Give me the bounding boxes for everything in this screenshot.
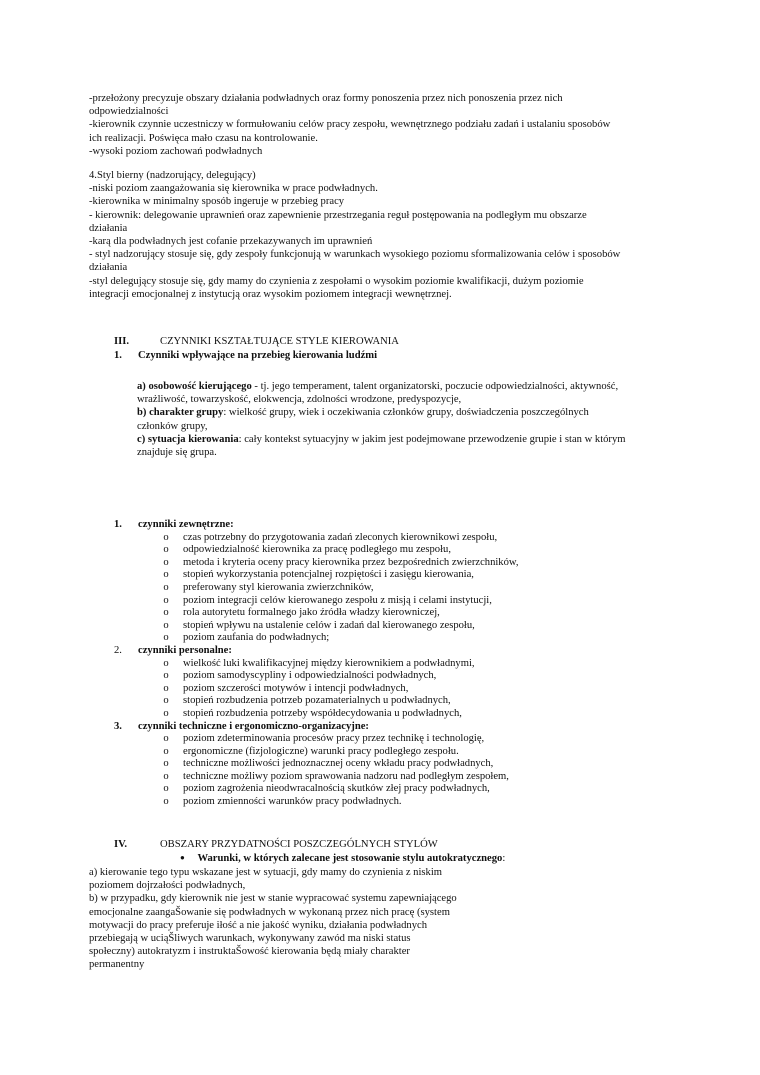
section-3-heading: [114, 335, 514, 349]
bullet-icon: o: [163, 544, 169, 556]
passive-style-paragraph: [89, 169, 620, 301]
autocratic-conditions-paragraph: [89, 866, 457, 972]
text-line: a) kierowanie tego typu wskazane jest w sytuacji, gdy mamy do czynienia z niskim: [89, 867, 443, 878]
text-line: -styl delegujący stosuje się, gdy mamy do czynienia z zespołami o wysokim poziomie kwalifikacji, dużym poziomie: [89, 275, 584, 287]
subsection-number: 1.: [114, 350, 122, 361]
bullet-icon: o: [163, 695, 169, 707]
bullet-icon: o: [163, 796, 169, 808]
list-item-text: stopień rozbudzenia potrzeby współdecydowania u podwładnych,: [183, 707, 462, 719]
factor-group-heading: [114, 644, 674, 657]
bullet-icon: o: [163, 733, 169, 745]
factor-a-line: [137, 380, 626, 393]
bullet-icon: o: [163, 531, 169, 543]
text-line: -niski poziom zaangażowania się kierownika w prace podwładnych.: [89, 183, 378, 195]
text-line: permanentny: [89, 959, 145, 971]
list-item-text: rola autorytetu formalnego jako źródła władzy kierowniczej,: [183, 607, 440, 619]
text-line: - kierownik: delegowanie uprawnień oraz zapewnienie przestrzegania reguł postępowania na podległym mu obszarze: [89, 209, 587, 221]
bullet-icon: o: [163, 632, 169, 644]
factor-group-2-items: [161, 657, 721, 720]
bullet-icon: o: [163, 569, 169, 581]
list-item-text: techniczne możliwy poziom sprawowania nadzoru nad podległym zespołem,: [183, 770, 509, 782]
list-item-text: poziom samodyscypliny i odpowiedzialności podwładnych,: [183, 670, 437, 682]
list-item: [161, 531, 721, 544]
list-item: [161, 594, 721, 607]
list-item-text: poziom integracji celów kierowanego zespołu z misją i celami instytucji,: [183, 594, 492, 606]
list-item: [161, 782, 721, 795]
bullet-icon: o: [163, 607, 169, 619]
factor-group-1-items: [161, 531, 721, 644]
bullet-icon: o: [163, 682, 169, 694]
factor-group-3-items: [161, 732, 721, 808]
factor-b-line: [137, 406, 626, 419]
bullet-icon: o: [163, 619, 169, 631]
subsection-title: Czynniki wpływające na przebieg kierowania ludźmi: [138, 350, 378, 361]
list-item-text: poziom szczerości motywów i intencji podwładnych,: [183, 682, 409, 694]
text-line: b) w przypadku, gdy kierownik nie jest w stanie wypracować systemu zapewniającego: [89, 893, 457, 905]
list-item-text: wielkość luki kwalifikacyjnej między kierownikiem a podwładnymi,: [183, 657, 475, 669]
list-item-text: techniczne możliwości jednoznacznej oceny wkładu pracy podwładnych,: [183, 758, 494, 770]
text-line: działania: [89, 222, 128, 234]
section-4-heading: [114, 838, 594, 852]
section-title: OBSZARY PRZYDATNOŚCI POSZCZEGÓLNYCH STYLÓW: [160, 839, 438, 850]
list-item: [161, 568, 721, 581]
section-title: CZYNNIKI KSZTAŁTUJĄCE STYLE KIEROWANIA: [160, 336, 399, 347]
section-number: IV.: [114, 839, 128, 850]
bullet-icon: o: [163, 556, 169, 568]
text-line: ich realizacji. Poświęca mało czasu na kontrolowanie.: [89, 132, 318, 144]
list-item-text: poziom zaufania do podwładnych;: [183, 632, 330, 644]
bullet-icon: o: [163, 581, 169, 593]
text-line: emocjonalne zaangaŠowanie się podwładnych w wykonaną przez nich pracę (system: [89, 906, 450, 918]
bullet-icon: o: [163, 783, 169, 795]
group-title: czynniki personalne:: [138, 644, 232, 656]
list-item: [161, 707, 721, 720]
factor-a-text: - tj. jego temperament, talent organizatorski, poczucie odpowiedzialności, aktywność,: [251, 381, 619, 392]
factor-b-text: : wielkość grupy, wiek i oczekiwania członków grupy, doświadczenia poszczególnych: [223, 407, 589, 419]
autocratic-conditions-colon: :: [502, 853, 506, 864]
list-item: [161, 669, 721, 682]
list-item: [161, 619, 721, 632]
factor-c-text: : cały kontekst sytuacyjny w jakim jest podejmowane przewodzenie grupie i stan w którym: [238, 433, 626, 445]
list-item: [161, 795, 721, 808]
bullet-icon: o: [163, 758, 169, 770]
text-line: poziomem dojrzałości podwładnych,: [89, 880, 246, 892]
group-number: 3.: [114, 720, 122, 732]
text-line: członków grupy,: [137, 420, 208, 432]
text-line: - styl nadzorujący stosuje się, gdy zespoły funkcjonują w warunkach wysokiego poziomu sformalizowania celów i sposobów: [89, 249, 621, 261]
group-title: czynniki zewnętrzne:: [138, 519, 234, 530]
list-item-text: poziom zdeterminowania procesów pracy przez technikę i technologię,: [183, 733, 485, 745]
subsection-1-heading: [114, 349, 514, 363]
list-item: [161, 543, 721, 556]
list-item: [161, 581, 721, 594]
list-item: [161, 745, 721, 758]
bullet-icon: o: [163, 670, 169, 682]
text-line: 4.Styl bierny (nadzorujący, delegujący): [89, 170, 256, 181]
list-item-text: poziom zagrożenia nieodwracalnością skutków złej pracy podwładnych,: [183, 783, 490, 795]
list-item-text: stopień wykorzystania potencjalnej rozpiętości i zasięgu kierowania,: [183, 569, 474, 581]
text-line: znajduje się grupa.: [137, 446, 217, 458]
autocratic-conditions-title: Warunki, w których zalecane jest stosowanie stylu autokratycznego: [197, 853, 503, 864]
autocratic-conditions-heading: [180, 852, 580, 866]
list-item-text: poziom zmienności warunków pracy podwładnych.: [183, 796, 402, 808]
group-title: czynniki techniczne i ergonomiczno-organizacyjne:: [138, 720, 369, 732]
influence-factors-paragraph: [137, 380, 626, 459]
list-item-text: preferowany styl kierowania zwierzchników,: [183, 581, 374, 593]
factor-group-heading: [114, 518, 674, 531]
list-item-text: stopień rozbudzenia potrzeb pozamaterialnych u podwładnych,: [183, 695, 451, 707]
text-line: przebiegają w uciąŠliwych warunkach, wykonywany zawód ma niski status: [89, 932, 411, 944]
list-item: [161, 657, 721, 670]
text-line: integracji emocjonalnej z instytucją oraz wysokim poziomem integracji wewnętrznej.: [89, 288, 452, 300]
factor-c-line: [137, 433, 626, 446]
bullet-dot-icon: ●: [180, 853, 185, 862]
list-item-text: stopień wpływu na ustalenie celów i zadań dal kierowanego zespołu,: [183, 619, 475, 631]
text-line: -przełożony precyzuje obszary działania podwładnych oraz formy ponoszenia przez nich ponoszenia przez nich: [89, 93, 563, 104]
top-paragraph: [89, 92, 610, 158]
factor-a-label: a) osobowość kierującego: [137, 381, 252, 392]
bullet-icon: o: [163, 770, 169, 782]
list-item-text: odpowiedzialność kierownika za pracę podległego mu zespołu,: [183, 544, 451, 556]
list-item: [161, 606, 721, 619]
list-item: [161, 770, 721, 783]
list-item: [161, 556, 721, 569]
group-number: 2.: [114, 644, 122, 656]
bullet-icon: o: [163, 745, 169, 757]
factors-lists: [114, 518, 674, 808]
text-line: motywacji do pracy preferuje iłość a nie jakość wyniku, działania podwładnych: [89, 919, 428, 931]
factor-c-label: c) sytuacja kierowania: [137, 433, 239, 445]
text-line: -karą dla podwładnych jest cofanie przekazywanych im uprawnień: [89, 235, 373, 247]
list-item: [161, 682, 721, 695]
list-item: [161, 757, 721, 770]
list-item: [161, 732, 721, 745]
list-item-text: czas potrzebny do przygotowania zadań zleconych kierownikowi zespołu,: [183, 531, 498, 543]
bullet-icon: o: [163, 594, 169, 606]
text-line: -wysoki poziom zachowań podwładnych: [89, 145, 263, 157]
list-item-text: metoda i kryteria oceny pracy kierownika przez bezpośrednich zwierzchników,: [183, 556, 519, 568]
list-item: [161, 631, 721, 644]
bullet-icon: o: [163, 707, 169, 719]
text-line: -kierownika w minimalny sposób ingeruje w przebieg pracy: [89, 196, 345, 208]
text-line: -kierownik czynnie uczestniczy w formułowaniu celów pracy zespołu, wewnętrznego podziału zadań i ustalaniu sposobów: [89, 119, 611, 131]
list-item-text: ergonomiczne (fizjologiczne) warunki pracy podległego zespołu.: [183, 745, 459, 757]
text-line: wrażliwość, towarzyskość, elokwencja, zdolności wrodzone, predyspozycje,: [137, 394, 462, 406]
text-line: działania: [89, 262, 128, 274]
text-line: odpowiedzialności: [89, 106, 169, 118]
text-line: społeczny) autokratyzm i instruktaŠowość kierowania będą miały charakter: [89, 946, 410, 958]
list-item: [161, 694, 721, 707]
section-number: III.: [114, 336, 130, 347]
factor-b-label: b) charakter grupy: [137, 407, 224, 419]
factor-group-heading: [114, 720, 674, 733]
bullet-icon: o: [163, 657, 169, 669]
group-number: 1.: [114, 519, 122, 530]
